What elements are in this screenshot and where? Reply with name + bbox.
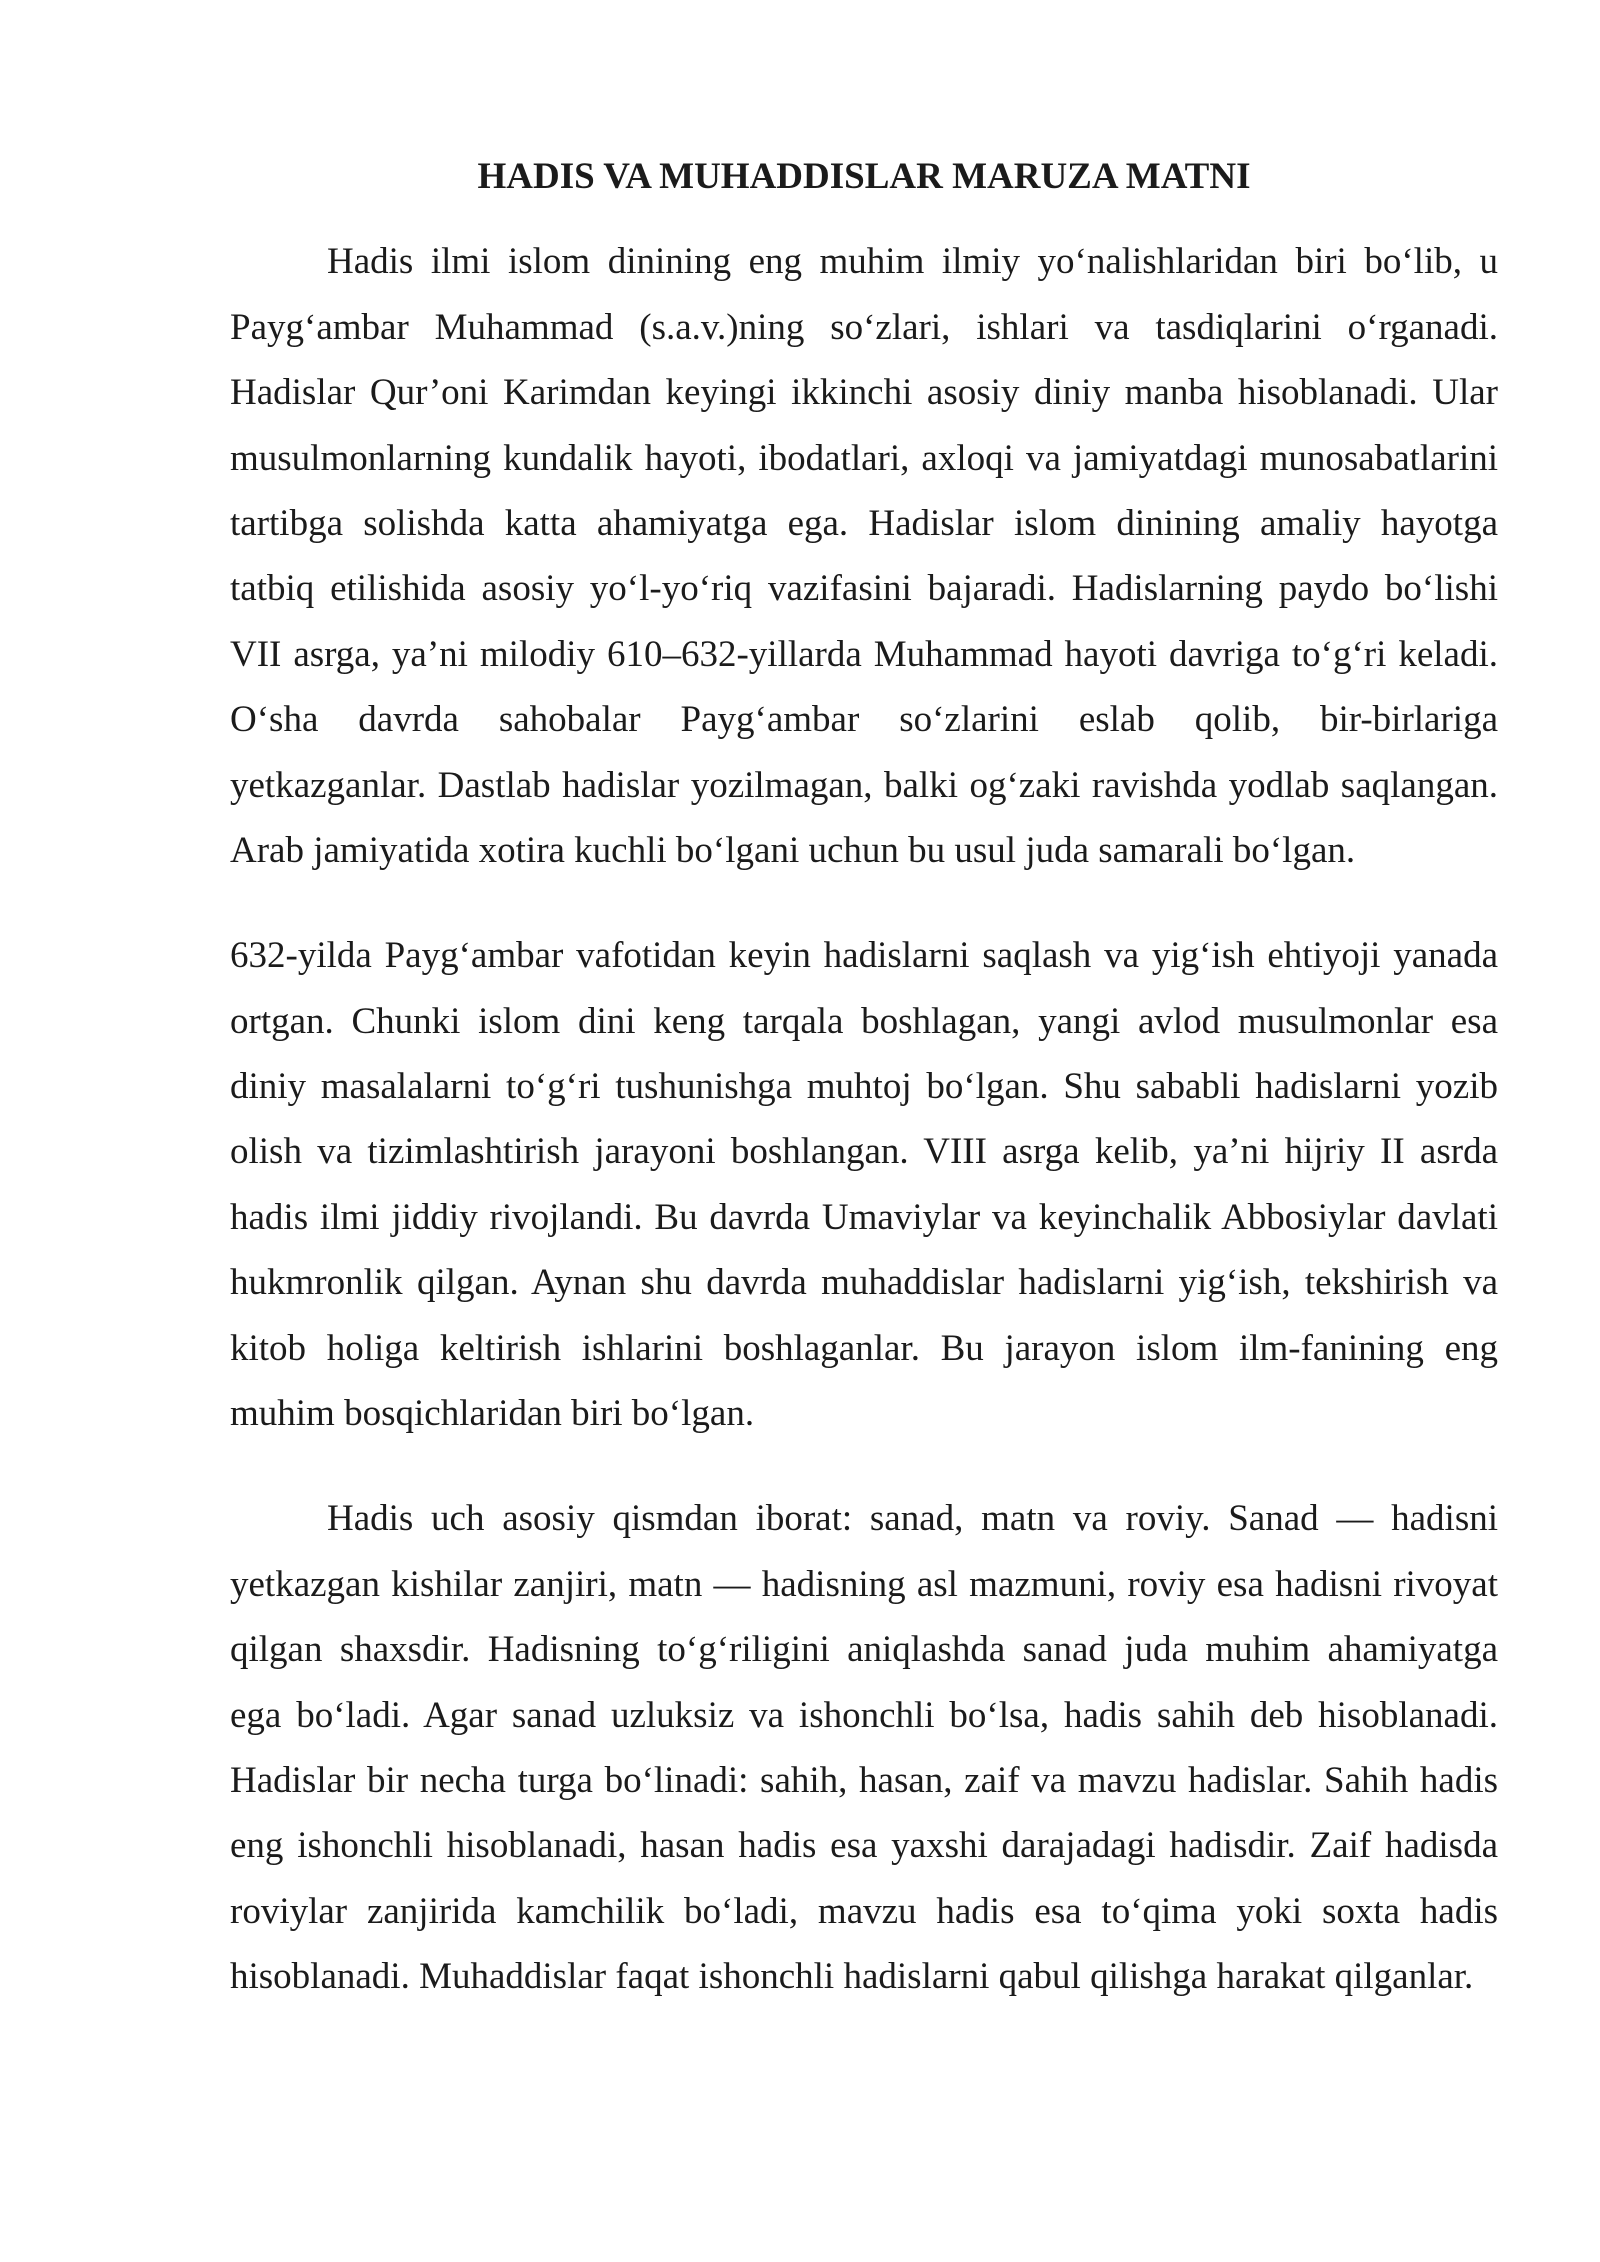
text-line: Hadislar bir necha turga bo‘linadi: sahih, hasan, zaif va mavzu hadislar. Sahih hadis [230, 1759, 1498, 1801]
text-line: ortgan. Chunki islom dini keng tarqala boshlagan, yangi avlod musulmonlar esa [230, 1000, 1498, 1042]
text-column [230, 144, 1498, 2050]
text-line: tatbiq etilishida asosiy yo‘l-yo‘riq vazifasini bajaradi. Hadislarning paydo bo‘lishi [230, 568, 1498, 610]
text-line: hisoblanadi. Muhaddislar faqat ishonchli hadislarni qabul qilishga harakat qilganlar. [230, 1956, 1474, 1998]
text-line: tartibga solishda katta ahamiyatga ega. Hadislar islom dinining amaliy hayotga [230, 502, 1498, 544]
text-line: qilgan shaxsdir. Hadisning to‘g‘riligini aniqlashda sanad juda muhim ahamiyatga [230, 1629, 1498, 1671]
text-line: roviylar zanjirida kamchilik bo‘ladi, mavzu hadis esa to‘qima yoki soxta hadis [230, 1890, 1498, 1932]
text-line: Payg‘ambar Muhammad (s.a.v.)ning so‘zlari, ishlari va tasdiqlarini o‘rganadi. [230, 306, 1498, 348]
text-line: ega bo‘ladi. Agar sanad uzluksiz va ishonchli bo‘lsa, hadis sahih deb hisoblanadi. [230, 1694, 1498, 1736]
text-line: yetkazgan kishilar zanjiri, matn — hadisning asl mazmuni, roviy esa hadisni rivoyat [230, 1563, 1498, 1605]
text-line: eng ishonchli hisoblanadi, hasan hadis esa yaxshi darajadagi hadisdir. Zaif hadisda [230, 1825, 1498, 1867]
text-line: kitob holiga keltirish ishlarini boshlaganlar. Bu jarayon islom ilm-fanining eng [230, 1327, 1498, 1369]
text-line: muhim bosqichlaridan biri bo‘lgan. [230, 1393, 755, 1435]
text-line: 632-yilda Payg‘ambar vafotidan keyin hadislarni saqlash va yig‘ish ehtiyoji yanada [230, 935, 1498, 977]
text-line: hukmronlik qilgan. Aynan shu davrda muhaddislar hadislarni yig‘ish, tekshirish va [230, 1262, 1498, 1304]
paragraph-2 [230, 923, 1498, 1446]
text-line: Hadis ilmi islom dinining eng muhim ilmiy yo‘nalishlaridan biri bo‘lib, u [327, 241, 1498, 283]
text-line: olish va tizimlashtirish jarayoni boshlangan. VIII asrga kelib, ya’ni hijriy II asrda [230, 1131, 1498, 1173]
document-title: HADIS VA MUHADDISLAR MARUZA MATNI [477, 156, 1251, 197]
text-line: yetkazganlar. Dastlab hadislar yozilmagan, balki og‘zaki ravishda yodlab saqlangan. [230, 764, 1498, 806]
paragraph-1 [230, 229, 1498, 883]
text-line: Arab jamiyatida xotira kuchli bo‘lgani uchun bu usul juda samarali bo‘lgan. [230, 829, 1356, 871]
text-line: diniy masalalarni to‘g‘ri tushunishga muhtoj bo‘lgan. Shu sababli hadislarni yozib [230, 1066, 1498, 1108]
paragraph-3 [230, 1486, 1498, 2009]
text-line: Hadis uch asosiy qismdan iborat: sanad, matn va roviy. Sanad — hadisni [327, 1498, 1498, 1540]
text-line: VII asrga, ya’ni milodiy 610–632-yillarda Muhammad hayoti davriga to‘g‘ri keladi. [230, 633, 1498, 675]
text-line: O‘sha davrda sahobalar Payg‘ambar so‘zlarini eslab qolib, bir-birlariga [230, 699, 1498, 741]
text-line: Hadislar Qur’oni Karimdan keyingi ikkinchi asosiy diniy manba hisoblanadi. Ular [230, 372, 1498, 414]
text-line: hadis ilmi jiddiy rivojlandi. Bu davrda Umaviylar va keyinchalik Abbosiylar davlati [230, 1196, 1498, 1238]
text-line: musulmonlarning kundalik hayoti, ibodatlari, axloqi va jamiyatdagi munosabatlarini [230, 437, 1498, 479]
